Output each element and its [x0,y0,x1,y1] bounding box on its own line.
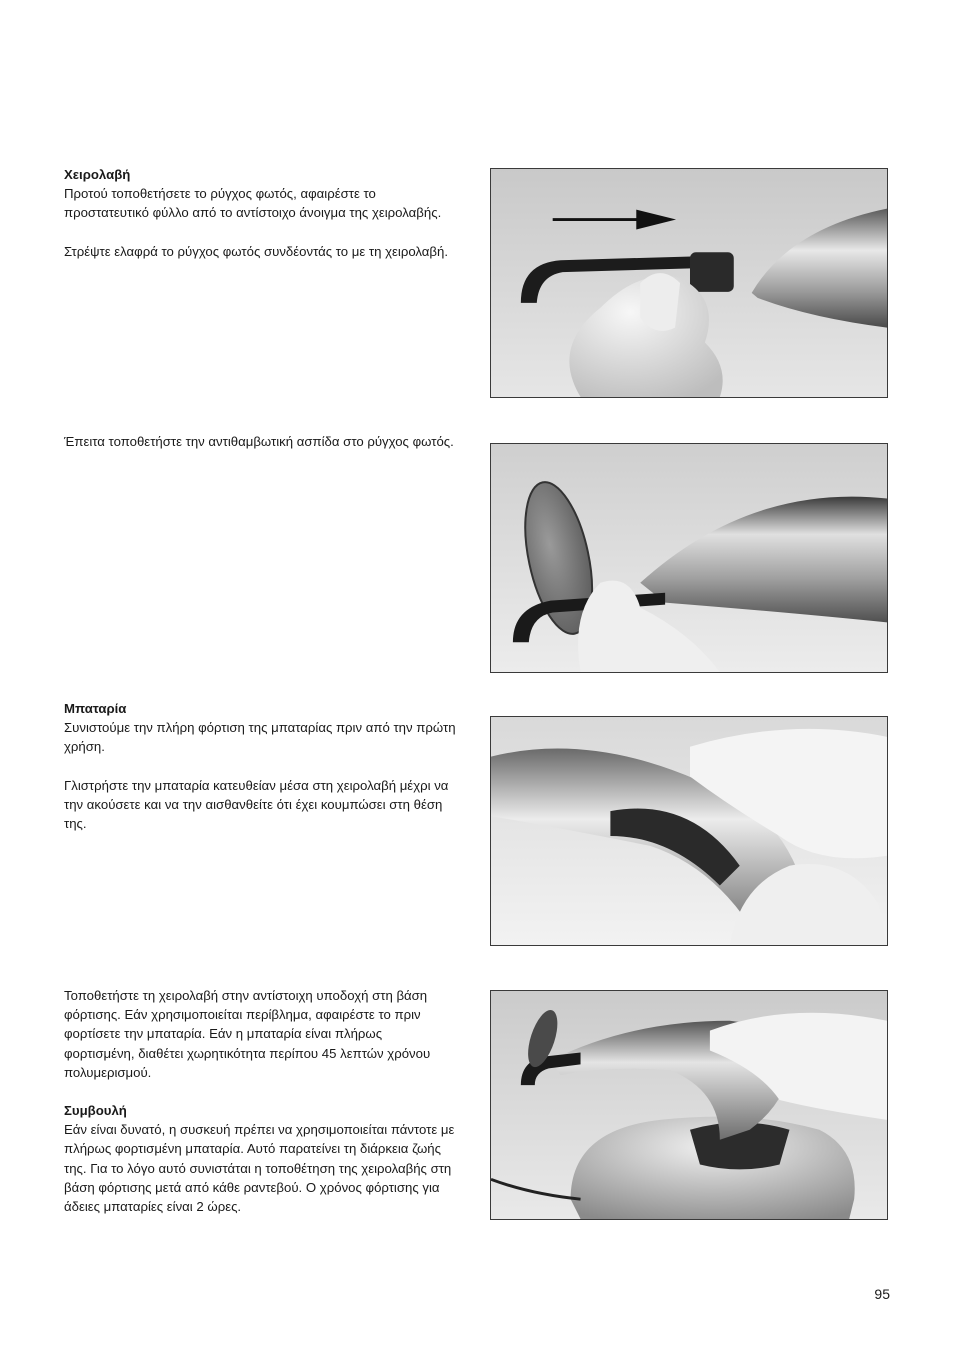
paragraph-attach-light-guide: Στρέψτε ελαφρά το ρύγχος φωτός συνδέοντάς το με τη χειρολαβή. [64,243,449,259]
section-handpiece [64,165,456,261]
photo-attach-light-guide [490,168,888,398]
section-heading-battery: Μπαταρία [64,701,127,716]
section-glare-shield [64,432,456,451]
paragraph-attach-glare-shield: Έπειτα τοποθετήστε την αντιθαμβωτική ασπίδα στο ρύγχος φωτός. [64,434,454,449]
photo-insert-battery [490,716,888,946]
paragraph-insert-battery: Γλιστρήστε την μπαταρία κατευθείαν μέσα στη χειρολαβή μέχρι να την ακούσετε και να την αισθανθείτε ότι έχει κουμπώσει στη θέση της. [64,777,449,832]
section-battery [64,699,456,833]
section-heading-handpiece: Χειρολαβή [64,167,131,182]
paragraph-charging-base: Τοποθετήστε τη χειρολαβή στην αντίστοιχη υποδοχή στη βάση φόρτισης. Εάν χρησιμοποιείται περίβλημα, αφαιρέστε το πριν φορτίσετε την μπαταρία. Εάν η μπαταρία είναι πλήρως φορτισμένη, διαθέτει χωρητικότητα περίπου 45 λεπτών χρόνου πολυμερισμού. [64,988,431,1080]
photo-glare-shield [490,443,888,673]
section-charging [64,986,456,1216]
paragraph-charge-battery: Συνιστούμε την πλήρη φόρτιση της μπαταρίας πριν από την πρώτη χρήση. [64,720,456,755]
tip-heading: Συμβουλή [64,1103,127,1119]
paragraph-remove-foil: Προτού τοποθετήσετε το ρύγχος φωτός, αφαιρέστε το προστατευτικό φύλλο από το αντίστοιχο άνοιγμα της χειρολαβής. [64,186,442,221]
photo-charging-base [490,990,888,1220]
tip-text: Εάν είναι δυνατό, η συσκευή πρέπει να χρησιμοποιείται πάντοτε με πλήρως φορτισμένη μπαταρία. Αυτό παρατείνει τη διάρκεια ζωής της. Για το λόγο αυτό συνιστάται η τοποθέτηση της χειρολαβής στη βάση φόρτισης μετά από κάθε ραντεβού. Ο χρόνος φόρτισης για άδειες μπαταρίες είναι 2 ώρες. [64,1122,455,1215]
page-number: 95 [874,1286,890,1302]
